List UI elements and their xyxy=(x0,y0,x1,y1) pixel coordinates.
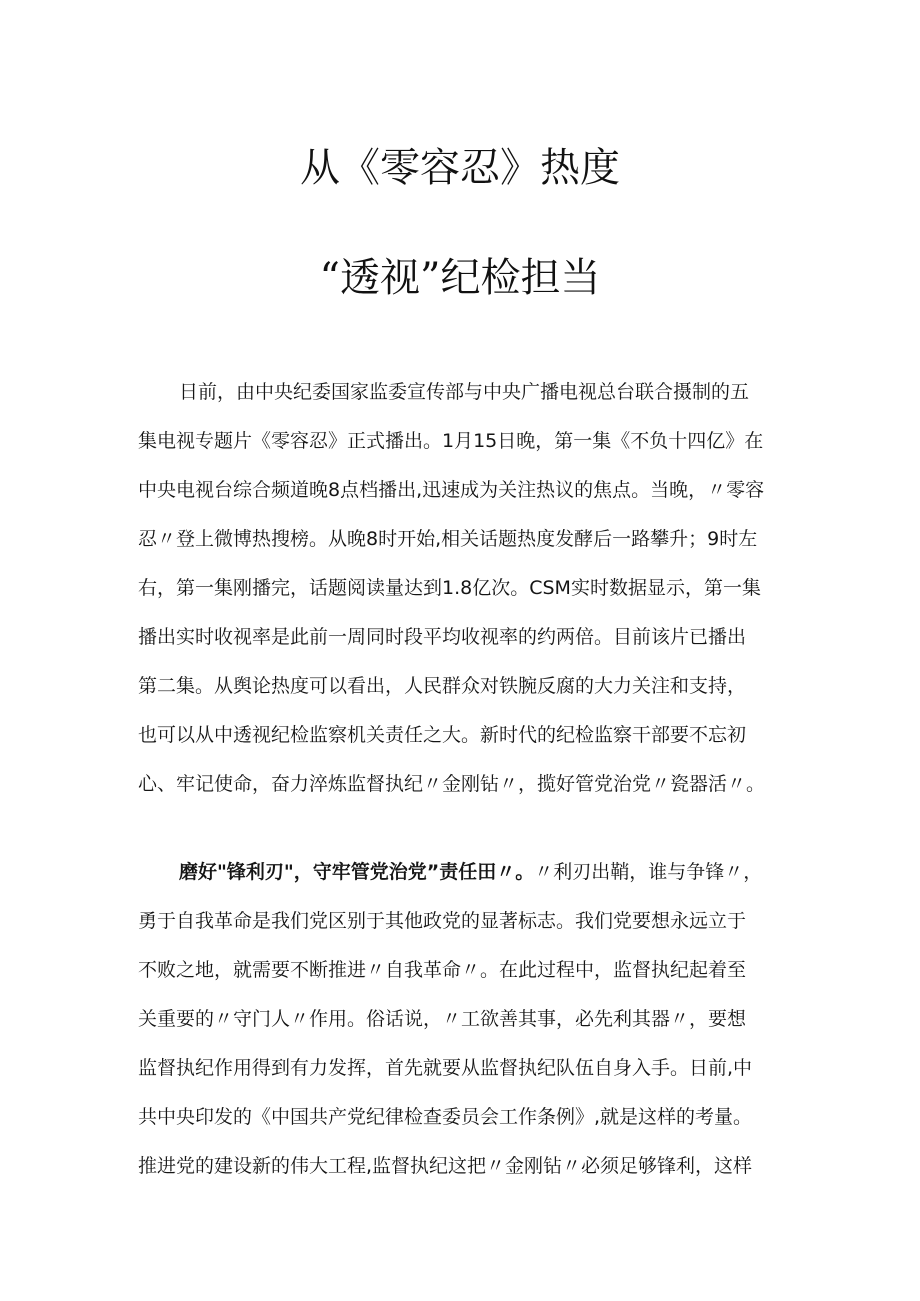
paragraph2-line-4: 关重要的〃守门人〃作用。俗话说，〃工欲善其事，必先利其器〃，要想 xyxy=(138,1008,747,1030)
paragraph2-line-6: 共中央印发的《中国共产党纪律检查委员会工作条例》,就是这样的考量。 xyxy=(138,1106,753,1128)
paragraph1-line-1: 日前，由中央纪委国家监委宣传部与中央广播电视总台联合摄制的五 xyxy=(179,381,750,403)
paragraph1-line-3: 中央电视台综合频道晚8点档播出,迅速成为关注热议的焦点。当晚，〃零容 xyxy=(138,479,765,501)
paragraph2-line-5: 监督执纪作用得到有力发挥，首先就要从监督执纪队伍自身入手。日前,中 xyxy=(138,1057,753,1079)
paragraph2-line-2: 勇于自我革命是我们党区别于其他政党的显著标志。我们党要想永远立于 xyxy=(138,910,747,932)
paragraph1-line-7: 第二集。从舆论热度可以看出，人民群众对铁腕反腐的大力关注和支持， xyxy=(138,675,747,697)
paragraph2-heading: 磨好"锋利刃"，守牢管党治党”责任田〃。 xyxy=(179,861,535,883)
paragraph1-line-5: 右，第一集刚播完，话题阅读量达到1.8亿次。CSM实时数据显示，第一集 xyxy=(138,577,761,599)
title-line-1: 从《零容忍》热度 xyxy=(300,145,620,191)
paragraph1-line-6: 播出实时收视率是此前一周同时段平均收视率的约两倍。目前该片已播出 xyxy=(138,626,747,648)
paragraph2-first-line-rest: 〃利刃出鞘，谁与争锋〃， xyxy=(534,861,763,883)
paragraph1-line-9: 心、牢记使命，奋力淬炼监督执纪〃金刚钻〃，揽好管党治党〃瓷器活〃。 xyxy=(138,773,766,795)
paragraph2-line-7: 推进党的建设新的伟大工程,监督执纪这把〃金刚钻〃必须足够锋利，这样 xyxy=(138,1155,753,1177)
paragraph1-line-2: 集电视专题片《零容忍》正式播出。1月15日晚，第一集《不负十四亿》在 xyxy=(138,430,764,452)
paragraph1-line-8: 也可以从中透视纪检监察机关责任之大。新时代的纪检监察干部要不忘初 xyxy=(138,724,747,746)
paragraph1-line-4: 忍〃登上微博热搜榜。从晚8时开始,相关话题热度发酵后一路攀升；9时左 xyxy=(138,528,758,550)
title-line-2: “透视”纪检担当 xyxy=(319,255,601,301)
paragraph2-line-1 xyxy=(179,860,762,884)
paragraph2-line-3: 不败之地，就需要不断推进〃自我革命〃。在此过程中，监督执纪起着至 xyxy=(138,959,747,981)
